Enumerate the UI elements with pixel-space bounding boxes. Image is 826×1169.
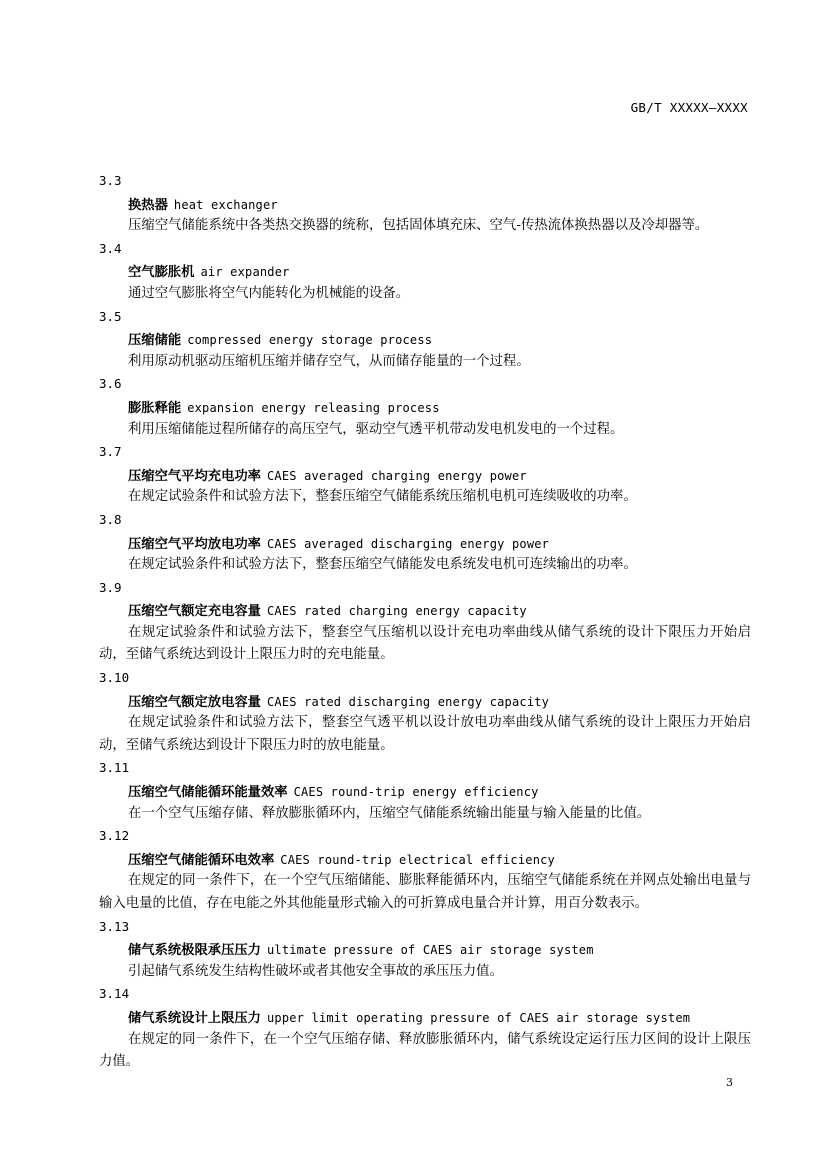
term-entry (99, 916, 751, 984)
term-en: ultimate pressure of CAES air storage system (266, 943, 594, 958)
term-en: expansion energy releasing process (187, 400, 440, 415)
term-heading (99, 396, 751, 419)
term-heading (99, 193, 751, 216)
term-entry (99, 509, 751, 577)
term-definition: 在规定试验条件和试验方法下，整套压缩空气储能发电系统发电机可连续输出的功率。 (128, 557, 637, 573)
term-definition: 在规定试验条件和试验方法下，整套压缩空气储能系统压缩机电机可连续吸收的功率。 (128, 489, 637, 505)
term-heading (99, 260, 751, 283)
term-zh: 压缩空气储能循环电效率 (128, 852, 275, 868)
term-en: CAES rated discharging energy capacity (266, 694, 550, 709)
term-number: 3.3 (99, 173, 122, 188)
term-zh: 压缩空气额定充电容量 (128, 604, 261, 620)
page-number: 3 (726, 1076, 733, 1089)
term-number: 3.11 (99, 760, 130, 776)
term-heading (99, 328, 751, 351)
term-definition: 在一个空气压缩存储、释放膨胀循环内，压缩空气储能系统输出能量与输入能量的比值。 (128, 805, 651, 821)
term-entry (99, 238, 751, 306)
terms-list (99, 170, 751, 1074)
term-zh: 空气膨胀机 (128, 265, 195, 281)
term-definition: 利用原动机驱动压缩机压缩并储存空气，从而储存能量的一个过程。 (128, 353, 530, 369)
term-en: CAES averaged charging energy power (266, 468, 527, 483)
term-zh: 膨胀释能 (128, 400, 182, 416)
term-heading (99, 938, 751, 961)
term-en: heat exchanger (173, 197, 278, 212)
term-zh: 换热器 (128, 197, 168, 213)
term-zh: 压缩空气储能循环能量效率 (128, 785, 288, 801)
term-en: CAES round-trip energy efficiency (293, 785, 539, 800)
term-number: 3.8 (99, 511, 122, 527)
term-number: 3.13 (99, 918, 130, 934)
term-entry (99, 306, 751, 374)
term-heading (99, 532, 751, 555)
term-number: 3.4 (99, 240, 122, 256)
term-entry (99, 667, 751, 757)
term-definition: 通过空气膨胀将空气内能转化为机械能的设备。 (128, 285, 410, 301)
term-definition: 在规定的同一条件下，在一个空气压缩储能、膨胀释能循环内，压缩空气储能系统在并网点处输出电量与输入电量的比值，存在电能之外其他能量形式输入的可折算成电量合并计算，用百分数表示。 (99, 873, 751, 911)
term-entry (99, 577, 751, 667)
term-definition: 在规定试验条件和试验方法下，整套空气透平机以设计放电功率曲线从储气系统的设计上限压力开始启动，至储气系统达到设计下限压力时的放电能量。 (99, 715, 751, 753)
term-number: 3.10 (99, 670, 130, 686)
term-number: 3.14 (99, 986, 130, 1002)
term-zh: 压缩储能 (128, 333, 182, 349)
term-en: air expander (200, 265, 290, 280)
term-en: CAES round-trip electrical efficiency (280, 852, 555, 867)
term-entry (99, 441, 751, 509)
term-zh: 压缩空气额定放电容量 (128, 694, 261, 710)
term-en: CAES rated charging energy capacity (266, 604, 527, 619)
term-zh: 压缩空气平均放电功率 (128, 536, 261, 552)
term-heading (99, 690, 751, 713)
term-number: 3.7 (99, 444, 122, 460)
term-entry (99, 373, 751, 441)
term-definition: 压缩空气储能系统中各类热交换器的统称，包括固体填充床、空气-传热流体换热器以及冷却器等。 (128, 218, 709, 234)
term-definition: 利用压缩储能过程所储存的高压空气，驱动空气透平机带动发电机发电的一个过程。 (128, 421, 624, 437)
term-zh: 储气系统设计上限压力 (128, 1010, 261, 1026)
term-entry (99, 757, 751, 825)
term-entry (99, 825, 751, 915)
term-heading (99, 780, 751, 803)
term-heading (99, 1006, 751, 1029)
term-number: 3.12 (99, 828, 130, 844)
term-en: CAES averaged discharging energy power (266, 536, 550, 551)
term-definition: 在规定的同一条件下，在一个空气压缩存储、释放膨胀循环内，储气系统设定运行压力区间的设计上限压力值。 (99, 1031, 751, 1070)
term-heading (99, 848, 751, 871)
term-entry (99, 983, 751, 1073)
standard-code-header: GB/T XXXXX—XXXX (630, 100, 748, 115)
term-definition: 引起储气系统发生结构性破坏或者其他安全事故的承压压力值。 (128, 963, 503, 979)
term-number: 3.5 (99, 308, 122, 324)
term-definition: 在规定试验条件和试验方法下，整套空气压缩机以设计充电功率曲线从储气系统的设计下限压力开始启动，至储气系统达到设计上限压力时的充电能量。 (99, 624, 751, 663)
term-entry (99, 170, 751, 238)
term-number: 3.9 (99, 579, 122, 595)
term-number: 3.6 (99, 376, 122, 392)
term-zh: 压缩空气平均充电功率 (128, 468, 261, 484)
term-zh: 储气系统极限承压压力 (128, 943, 261, 959)
term-en: upper limit operating pressure of CAES air storage system (266, 1010, 691, 1025)
term-heading (99, 464, 751, 487)
term-en: compressed energy storage process (187, 333, 433, 348)
term-heading (99, 599, 751, 622)
